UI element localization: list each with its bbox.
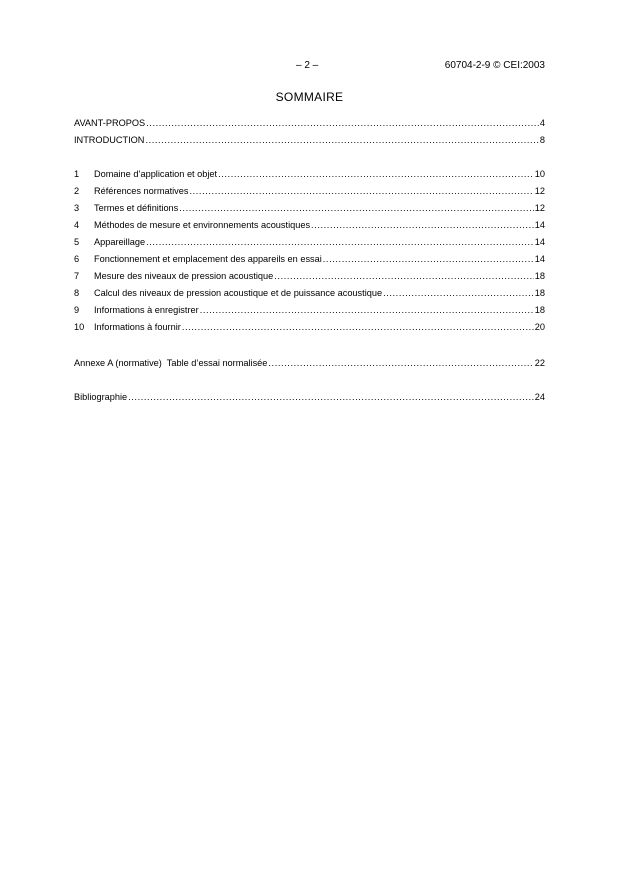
toc-entry-label: Méthodes de mesure et environnements acoustiques bbox=[94, 220, 311, 230]
toc-entry-number: 9 bbox=[74, 305, 80, 315]
dot-leader bbox=[274, 269, 534, 283]
toc-entry-avant-propos[interactable] bbox=[74, 116, 545, 130]
dot-leader bbox=[218, 167, 534, 181]
dot-leader bbox=[128, 390, 534, 404]
toc-entry-label: Informations à enregistrer bbox=[94, 305, 199, 315]
toc-entry-label: AVANT-PROPOS bbox=[74, 118, 146, 128]
toc-entry-page: 12 bbox=[534, 186, 545, 196]
dot-leader bbox=[146, 116, 539, 130]
toc-entry-number: 3 bbox=[74, 203, 80, 213]
toc-entry-page: 18 bbox=[534, 305, 545, 315]
dot-leader bbox=[268, 356, 533, 370]
toc-entry-bibliography[interactable] bbox=[74, 390, 545, 404]
toc-entry-clause-1[interactable] bbox=[74, 167, 545, 181]
toc-entry-clause-6[interactable] bbox=[74, 252, 545, 266]
toc-entry-page: 18 bbox=[534, 288, 545, 298]
page-title: SOMMAIRE bbox=[275, 90, 344, 104]
dot-leader bbox=[146, 235, 534, 249]
toc-entry-clause-10[interactable] bbox=[74, 320, 545, 334]
toc-entry-label: Informations à fournir bbox=[94, 322, 181, 332]
toc-entry-number: 10 bbox=[74, 322, 85, 332]
toc-entry-number: 2 bbox=[74, 186, 80, 196]
toc-entry-page: 18 bbox=[534, 271, 545, 281]
toc-entry-page: 14 bbox=[534, 237, 545, 247]
dot-leader bbox=[323, 252, 534, 266]
toc-entry-clause-9[interactable] bbox=[74, 303, 545, 317]
dot-leader bbox=[182, 320, 534, 334]
toc-entry-label: Bibliographie bbox=[74, 392, 128, 402]
toc-entry-page: 14 bbox=[534, 220, 545, 230]
toc-entry-number: 1 bbox=[74, 169, 80, 179]
toc-entry-number: 6 bbox=[74, 254, 80, 264]
toc-entry-number: 8 bbox=[74, 288, 80, 298]
toc-entry-clause-4[interactable] bbox=[74, 218, 545, 232]
toc-entry-label: Mesure des niveaux de pression acoustique bbox=[94, 271, 274, 281]
document-reference: 60704-2-9 © CEI:2003 bbox=[444, 60, 545, 71]
toc-entry-number: 5 bbox=[74, 237, 80, 247]
dot-leader bbox=[311, 218, 534, 232]
toc-entry-label: Annexe A (normative) Table d’essai normalisée bbox=[74, 358, 268, 368]
page-number: – 2 – bbox=[296, 60, 319, 71]
toc-entry-label: Termes et définitions bbox=[94, 203, 179, 213]
toc-entry-clause-2[interactable] bbox=[74, 184, 545, 198]
toc-entry-clause-8[interactable] bbox=[74, 286, 545, 300]
toc-entry-clause-7[interactable] bbox=[74, 269, 545, 283]
toc-entry-page: 24 bbox=[534, 392, 545, 402]
toc-entry-label: INTRODUCTION bbox=[74, 135, 145, 145]
toc-entry-page: 12 bbox=[534, 203, 545, 213]
dot-leader bbox=[200, 303, 534, 317]
toc-entry-label: Domaine d’application et objet bbox=[94, 169, 218, 179]
toc-entry-page: 10 bbox=[534, 169, 545, 179]
toc-entry-page: 20 bbox=[534, 322, 545, 332]
toc-entry-label: Fonctionnement et emplacement des appareils en essai bbox=[94, 254, 322, 264]
dot-leader bbox=[189, 184, 533, 198]
toc-entry-label: Appareillage bbox=[94, 237, 146, 247]
toc-entry-page: 14 bbox=[534, 254, 545, 264]
toc-entry-page: 22 bbox=[534, 358, 545, 368]
toc-entry-page: 8 bbox=[539, 135, 545, 145]
toc-entry-clause-5[interactable] bbox=[74, 235, 545, 249]
toc-entry-annex-a[interactable] bbox=[74, 356, 545, 370]
dot-leader bbox=[383, 286, 534, 300]
toc-entry-label: Calcul des niveaux de pression acoustique et de puissance acoustique bbox=[94, 288, 383, 298]
toc-entry-clause-3[interactable] bbox=[74, 201, 545, 215]
dot-leader bbox=[179, 201, 534, 215]
toc-entry-introduction[interactable] bbox=[74, 133, 545, 147]
toc-entry-label: Références normatives bbox=[94, 186, 189, 196]
toc-entry-page: 4 bbox=[539, 118, 545, 128]
toc-entry-number: 4 bbox=[74, 220, 80, 230]
dot-leader bbox=[145, 133, 538, 147]
toc-entry-number: 7 bbox=[74, 271, 80, 281]
